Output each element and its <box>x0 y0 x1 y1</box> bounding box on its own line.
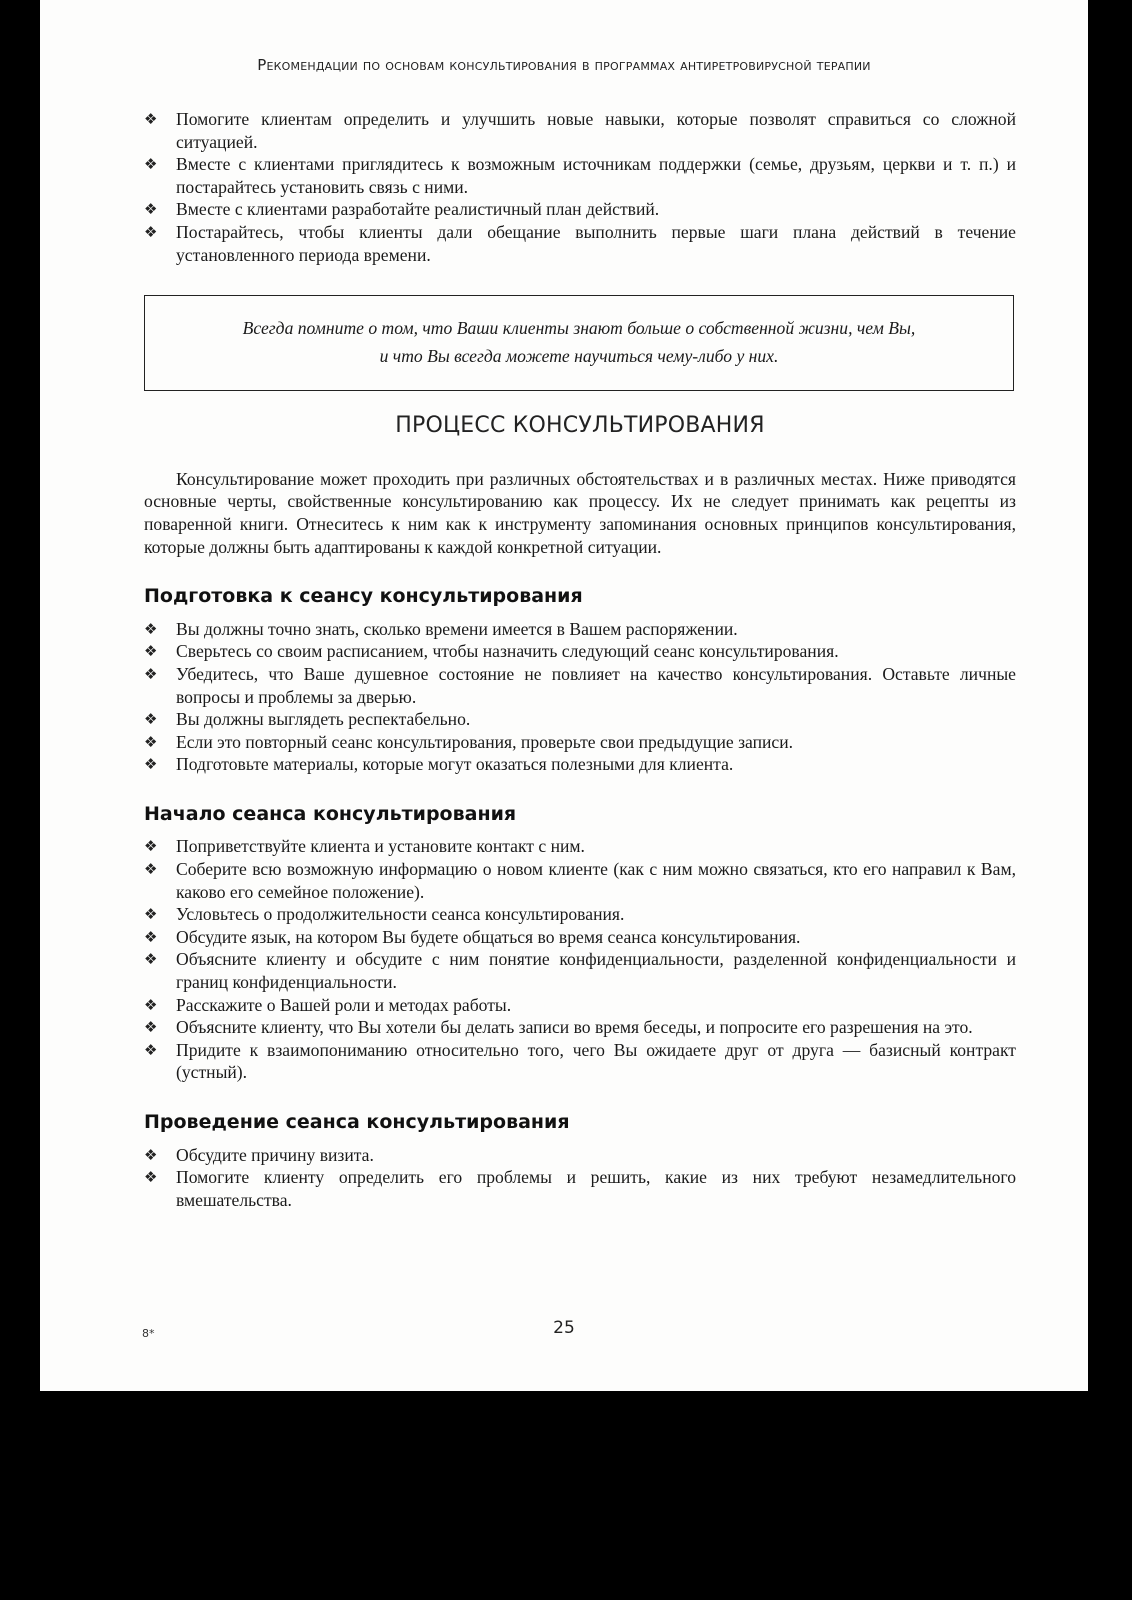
list-item: ❖ Обсудите язык, на котором Вы будете общаться во время сеанса консультирования. <box>144 926 801 947</box>
list-item: ❖ Вы должны выглядеть респектабельно. <box>144 709 471 730</box>
conducting-heading: Проведение сеанса консультирования <box>144 1111 570 1133</box>
diamond-bullet-icon: ❖ <box>144 905 158 924</box>
diamond-bullet-icon: ❖ <box>144 1018 158 1037</box>
diamond-bullet-icon: ❖ <box>144 1145 158 1164</box>
diamond-bullet-icon: ❖ <box>144 860 158 879</box>
diamond-bullet-icon: ❖ <box>144 155 158 174</box>
quote-box <box>144 295 1014 391</box>
list-item: ❖ Обсудите причину визита. <box>144 1144 374 1165</box>
diamond-bullet-icon: ❖ <box>144 1168 158 1187</box>
beginning-list <box>144 835 1016 1084</box>
list-item: ❖ Расскажите о Вашей роли и методах работы. <box>144 994 512 1015</box>
page-content <box>144 108 1016 1211</box>
diamond-bullet-icon: ❖ <box>144 200 158 219</box>
list-item: ❖ Придите к взаимопониманию относительно того, чего Вы ожидаете друг от друга — базисный контракт (устный). <box>144 1039 1016 1083</box>
intro-bullet-list <box>144 108 1016 266</box>
page-number: 25 <box>553 1318 575 1338</box>
diamond-bullet-icon: ❖ <box>144 950 158 969</box>
list-item: ❖ Убедитесь, что Ваше душевное состояние не повлияет на качество консультирования. Оставьте личные вопросы и проблемы за дверью. <box>144 663 1016 707</box>
section-title: ПРОЦЕСС КОНСУЛЬТИРОВАНИЯ <box>395 413 765 439</box>
diamond-bullet-icon: ❖ <box>144 927 158 946</box>
list-item: ❖ Вместе с клиентами приглядитесь к возможным источникам поддержки (семье, друзьям, церкви и т. п.) и постарайтесь установить связь с ними. <box>144 154 1016 197</box>
list-item: ❖ Объясните клиенту и обсудите с ним понятие конфиденциальности, разделенной конфиденциальности и границ конфиденциальности. <box>144 949 1016 993</box>
beginning-heading: Начало сеанса консультирования <box>144 802 517 825</box>
list-item: ❖ Если это повторный сеанс консультирования, проверьте свои предыдущие записи. <box>144 731 794 752</box>
list-item: ❖ Условьтесь о продолжительности сеанса консультирования. <box>144 904 625 925</box>
list-item: ❖ Объясните клиенту, что Вы хотели бы делать записи во время беседы, и попросите его разрешения на это. <box>144 1017 973 1038</box>
running-head: Рекомендации по основам консультирования в программах антиретровирусной терапии <box>257 56 871 74</box>
diamond-bullet-icon: ❖ <box>144 1040 158 1059</box>
quote-line-1: Всегда помните о том, что Ваши клиенты знают больше о собственной жизни, чем Вы, <box>242 318 916 339</box>
diamond-bullet-icon: ❖ <box>144 995 158 1014</box>
preparation-heading: Подготовка к сеансу консультирования <box>144 585 583 608</box>
diamond-bullet-icon: ❖ <box>144 222 158 241</box>
diamond-bullet-icon: ❖ <box>144 664 158 683</box>
quote-line-2: и что Вы всегда можете научиться чему-либо у них. <box>379 346 779 367</box>
footer-signature-mark: 8* <box>142 1327 155 1340</box>
diamond-bullet-icon: ❖ <box>144 755 158 774</box>
diamond-bullet-icon: ❖ <box>144 710 158 729</box>
list-item: ❖ Вы должны точно знать, сколько времени имеется в Вашем распоряжении. <box>144 618 738 639</box>
list-item: ❖ Вместе с клиентами разработайте реалистичный план действий. <box>144 199 660 220</box>
preparation-list <box>144 618 1016 776</box>
list-item: ❖ Соберите всю возможную информацию о новом клиенте (как с ним можно связаться, кто его направил к Вам, каково его семейное положение). <box>144 859 1016 902</box>
list-item: ❖ Постарайтесь, чтобы клиенты дали обещание выполнить первые шаги плана действий в течение установленного периода времени. <box>144 221 1016 265</box>
diamond-bullet-icon: ❖ <box>144 642 158 661</box>
diamond-bullet-icon: ❖ <box>144 837 158 856</box>
list-item: ❖ Сверьтесь со своим расписанием, чтобы назначить следующий сеанс консультирования. <box>144 641 839 662</box>
conducting-list <box>144 1144 1016 1212</box>
list-item: ❖ Поприветствуйте клиента и установите контакт с ним. <box>144 836 585 857</box>
diamond-bullet-icon: ❖ <box>144 732 158 751</box>
intro-paragraph: Консультирование может проходить при различных обстоятельствах и в различных местах. Ниже приводятся основные черты, свойственные консультированию как процессу. Их не следует принимать как рецепты из поваренной книги. Отнеситесь к ним как к инструменту запоминания основных принципов консультирования, которые должны быть адаптированы к каждой конкретной ситуации. <box>144 468 1016 557</box>
document-page <box>40 0 1088 1391</box>
list-item: ❖ Помогите клиенту определить его проблемы и решить, какие из них требуют незамедлительного вмешательства. <box>144 1167 1016 1210</box>
list-item: ❖ Подготовьте материалы, которые могут оказаться полезными для клиента. <box>144 754 734 775</box>
list-item: ❖ Помогите клиентам определить и улучшить новые навыки, которые позволят справиться со сложной ситуацией. <box>144 109 1016 152</box>
diamond-bullet-icon: ❖ <box>144 619 158 638</box>
diamond-bullet-icon: ❖ <box>144 110 158 128</box>
